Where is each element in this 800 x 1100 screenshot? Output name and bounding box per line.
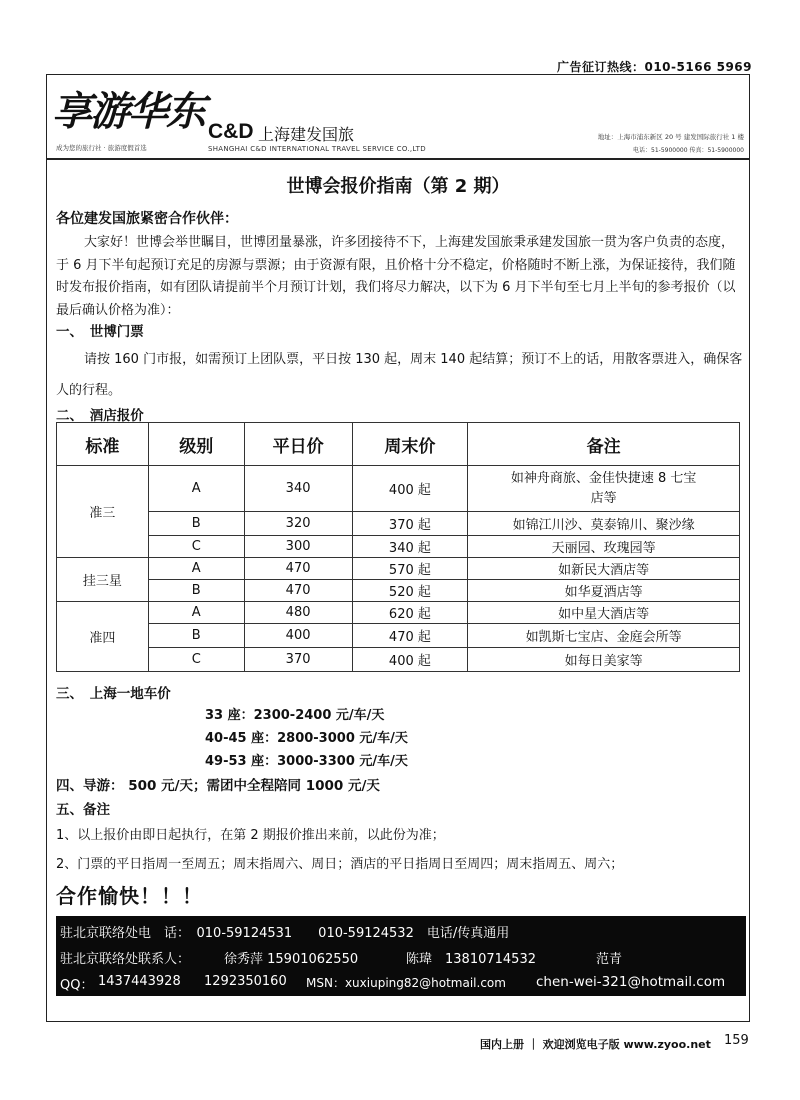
brand-logo-mark: C&D [208, 120, 254, 143]
weekend-cell: 570 起 [352, 558, 468, 580]
weekday-cell: 470 [244, 558, 352, 580]
car-price-33: 33 座：2300-2400 元/车/天 [205, 708, 385, 723]
section-5-title: 五、备注 [56, 802, 110, 818]
col-header-standard: 标准 [57, 423, 149, 466]
qq-number-2: 1292350160 [204, 974, 287, 989]
table-row [57, 536, 740, 558]
contact-person-3: 范青 [596, 952, 623, 967]
section-3-title: 三、 上海一地车价 [56, 686, 171, 702]
weekday-cell: 300 [244, 536, 352, 558]
msn-contact: MSN：xuxiuping82@hotmail.com [306, 976, 506, 990]
group-cell: 准四 [57, 602, 149, 672]
intro-paragraph: 大家好！世博会举世瞩目，世博团量暴涨，许多团接待不下，上海建发国旅秉承建发国旅一贯为客户负责的态度，于 6 月下半旬起预订充足的房源与票源；由于资源有限，且价格十分不稳定，价格随时不断上涨，为保证接待，我们随时发布报价指南，如有团队请提前半个月预订计划，我们将尽力解决，以下为 6 月下半旬至七月上半旬的参考报价（以最后确认价格为准）： [56, 235, 736, 318]
brand-name-cn: 上海建发国旅 [258, 125, 355, 144]
table-row [57, 580, 740, 602]
weekday-cell: 370 [244, 648, 352, 672]
brand-name-en: SHANGHAI C&D INTERNATIONAL TRAVEL SERVICE CO.,LTD [208, 145, 426, 153]
weekend-cell: 400 起 [352, 466, 468, 512]
page-title: 世博会报价指南（第 2 期） [286, 176, 510, 197]
weekend-cell: 400 起 [352, 648, 468, 672]
col-header-level: 级别 [148, 423, 244, 466]
remark-1: 1、以上报价由即日起执行，在第 2 期报价推出来前，以此份为准； [56, 828, 445, 843]
level-cell: A [148, 602, 244, 624]
note-cell: 如锦江川沙、莫泰锦川、聚沙缘 [468, 512, 740, 536]
col-header-weekend: 周末价 [352, 423, 468, 466]
contact-person-label: 驻北京联络处联系人： [60, 952, 191, 967]
car-price-40-45: 40-45 座：2800-3000 元/车/天 [205, 731, 408, 746]
note-cell: 如每日美家等 [468, 648, 740, 672]
note-cell: 如中星大酒店等 [468, 602, 740, 624]
logo-script: 享游华东 [52, 88, 204, 135]
table-row [57, 602, 740, 624]
table-row [57, 558, 740, 580]
company-address: 地址：上海市浦东新区 20 号 建发国际旅行社 1 楼 [597, 133, 744, 141]
level-cell: B [148, 580, 244, 602]
page-number: 159 [724, 1033, 749, 1048]
logo-subtitle: 成为您的旅行社 · 旅游度假首选 [56, 144, 147, 152]
car-price-49-53: 49-53 座：3000-3300 元/车/天 [205, 754, 408, 769]
contact-phone-line: 驻北京联络处电 话： 010-59124531 010-59124532 电话/传真通用 [60, 926, 510, 941]
section-2-title: 二、 酒店报价 [56, 408, 144, 424]
header-divider [46, 158, 750, 160]
weekday-cell: 320 [244, 512, 352, 536]
email-contact: chen-wei-321@hotmail.com [536, 974, 726, 990]
weekday-cell: 340 [244, 466, 352, 512]
ad-hotline: 广告征订热线：010-5166 5969 [556, 60, 752, 74]
level-cell: A [148, 466, 244, 512]
note-cell: 如新民大酒店等 [468, 558, 740, 580]
note-cell: 如华夏酒店等 [468, 580, 740, 602]
level-cell: C [148, 536, 244, 558]
weekday-cell: 400 [244, 624, 352, 648]
level-cell: C [148, 648, 244, 672]
contact-box [56, 916, 746, 996]
remark-2: 2、门票的平日指周一至周五；周末指周六、周日；酒店的平日指周日至周四；周末指周五、周六； [56, 857, 624, 872]
footer-text: 国内上册 ｜ 欢迎浏览电子版 www.zyoo.net [480, 1038, 711, 1051]
hotel-price-table [56, 422, 740, 672]
level-cell: A [148, 558, 244, 580]
section-4-guide: 四、导游： 500 元/天；需团中全程陪同 1000 元/天 [56, 778, 380, 794]
weekday-cell: 480 [244, 602, 352, 624]
company-tel: 电话：51-5900000 传真：51-5900000 [633, 147, 744, 154]
weekend-cell: 470 起 [352, 624, 468, 648]
qq-label: QQ： [60, 978, 94, 993]
section-1-body: 请按 160 门市报，如需预订上团队票，平日按 130 起，周末 140 起结算；预订不上的话，用散客票进入，确保客人的行程。 [56, 352, 743, 398]
col-header-weekday: 平日价 [244, 423, 352, 466]
group-cell: 挂三星 [57, 558, 149, 602]
closing-banner: 合作愉快！！！ [56, 884, 203, 908]
table-row [57, 512, 740, 536]
group-cell: 准三 [57, 466, 149, 558]
weekend-cell: 370 起 [352, 512, 468, 536]
section-1-title: 一、 世博门票 [56, 324, 144, 340]
note-cell: 如神舟商旅、金佳快捷速 8 七宝店等 [468, 466, 740, 512]
greeting: 各位建发国旅紧密合作伙伴： [56, 211, 238, 227]
contact-person-1: 徐秀萍 15901062550 [224, 952, 359, 967]
weekend-cell: 340 起 [352, 536, 468, 558]
weekend-cell: 520 起 [352, 580, 468, 602]
level-cell: B [148, 512, 244, 536]
note-cell: 天丽园、玫瑰园等 [468, 536, 740, 558]
table-row [57, 466, 740, 512]
contact-person-2: 陈瑋 13810714532 [406, 952, 536, 967]
qq-number-1: 1437443928 [98, 974, 181, 989]
table-row [57, 648, 740, 672]
note-cell: 如凯斯七宝店、金庭会所等 [468, 624, 740, 648]
weekday-cell: 470 [244, 580, 352, 602]
table-header-row [57, 423, 740, 466]
weekend-cell: 620 起 [352, 602, 468, 624]
table-row [57, 624, 740, 648]
col-header-note: 备注 [468, 423, 740, 466]
level-cell: B [148, 624, 244, 648]
